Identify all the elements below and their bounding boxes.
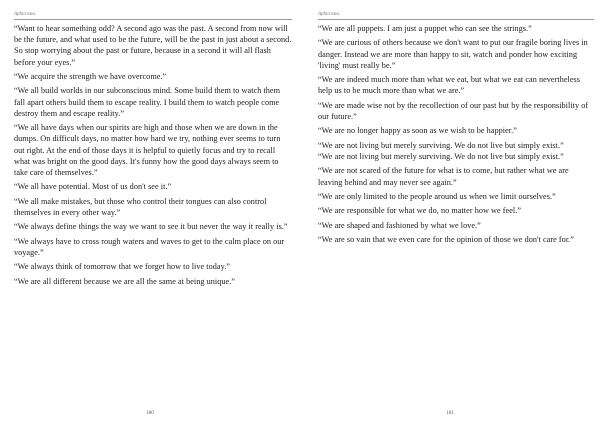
page-number: 181 (446, 411, 454, 416)
header-rule (318, 19, 594, 20)
quote: “We are responsible for what we do, no matter how we feel.” (318, 206, 522, 216)
quote: “We are no longer happy as soon as we wish to be happier.” (318, 126, 517, 136)
quote: “We all have days when our spirits are high and those when we are down in the dumps. On difficult days, no matter how hard we try, nothing ever seems to turn out right. At the end of those days it is helpful to quietly focus and try to recall what was bright on the good days. It's funny how the good days always seem to take care of themselves.” (14, 123, 281, 177)
header-rule (14, 19, 292, 20)
quote: “We always think of tomorrow that we forget how to live today.” (14, 262, 230, 272)
quote: “We are shaped and fashioned by what we love.” (318, 220, 481, 230)
quote: “We always define things the way we want to see it but never the way it really is.” (14, 222, 288, 232)
quote: “We are indeed much more than what we eat, but what we eat can nevertheless help us to be much more than what we are.” (318, 75, 581, 96)
quote: “We are all puppets. I am just a puppet who can see the strings.” (318, 24, 532, 33)
quote: “We all have potential. Most of us don't see it.” (14, 182, 172, 192)
quote: “We all make mistakes, but those who control their tongues can also control themselves in every other way.” (14, 196, 267, 217)
running-head: Aphorisms (14, 12, 36, 17)
quote: “We are not living but merely surviving. We do not live but simply exist.” (318, 140, 564, 150)
quote: “We are so vain that we even care for the opinion of those we don't care for.” (318, 235, 574, 245)
running-head: Aphorisms (318, 12, 340, 17)
page-number: 180 (146, 411, 154, 416)
quote: “We are all different because we are all the same at being unique.” (14, 276, 235, 286)
right-page (300, 0, 600, 424)
quote: “We acquire the strength we have overcome.” (14, 72, 167, 81)
quote: “We all build worlds in our subconscious mind. Some build them to watch them fall apart others build them to escape reality. I build them to watch people come destroy them and escape reality.” (14, 86, 281, 118)
quote: “We are only limited to the people around us when we limit ourselves.” (318, 191, 556, 201)
quote: “Want to hear something odd? A second ago was the past. A second from now will be the future, and what used to be the future, will be the past in just about a second. So stop worrying about the past or future, because in a second it will all flash before your eyes.” (14, 24, 292, 67)
quote: “We are made wise not by the recollection of our past but by the responsibility of our future.” (318, 100, 589, 121)
quote: “We always have to cross rough waters and waves to get to the calm place on our voyage.” (14, 236, 285, 257)
quote: “We are not living but merely surviving. We do not live but simply exist.” (318, 151, 564, 161)
quote: “We are not scared of the future for what is to come, but rather what we are leaving behind and may never see again.” (318, 166, 569, 187)
quote: “We are curious of others because we don't want to put our fragile boring lives in danger. Instead we are more than happy to sit, watch and ponder how exciting 'living' must really be.” (318, 38, 588, 70)
